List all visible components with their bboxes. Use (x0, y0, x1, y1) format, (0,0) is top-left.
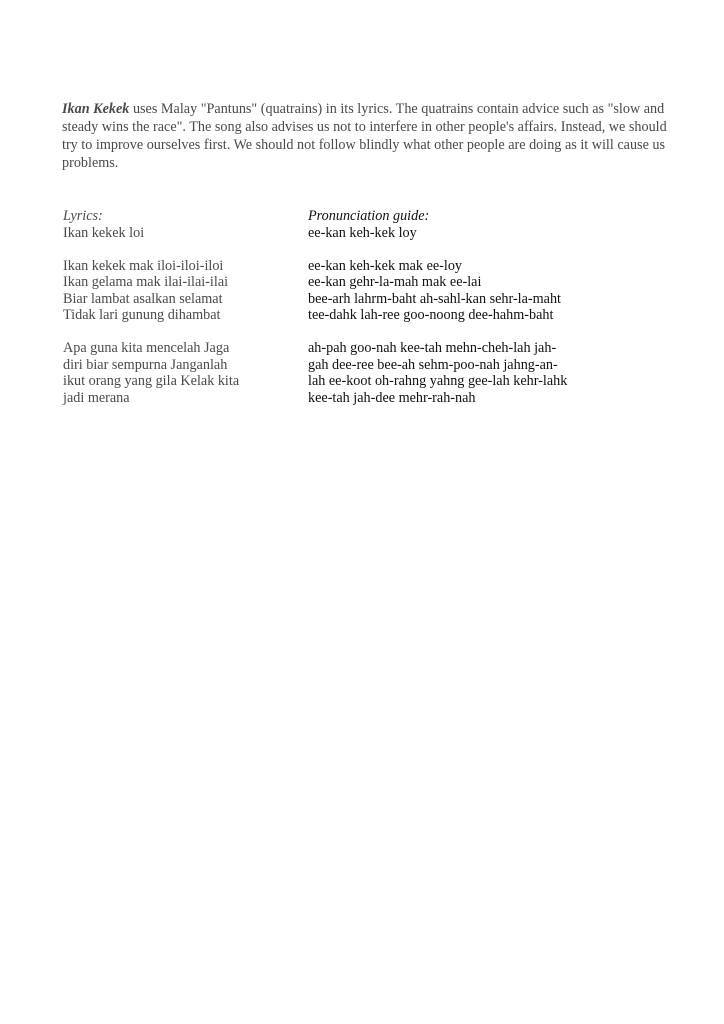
pronunciation-line: bee-arh lahrm-baht ah-sahl-kan sehr-la-maht (308, 290, 561, 307)
pronunciation-line: gah dee-ree bee-ah sehm-poo-nah jahng-an- (308, 356, 558, 373)
lyrics-line: diri biar sempurna Janganlah (63, 356, 228, 373)
stanza-gap (308, 324, 608, 341)
stanza-gap (308, 241, 608, 258)
lyrics-line: Ikan gelama mak ilai-ilai-ilai (63, 274, 229, 290)
pronunciation-column (308, 208, 608, 406)
pronunciation-line: ah-pah goo-nah kee-tah mehn-cheh-lah jah- (308, 340, 557, 356)
stanza-gap (63, 324, 298, 341)
intro-text: uses Malay "Pantuns" (quatrains) in its lyrics. The quatrains contain advice such as "slow and steady wins the race". The song also advises us not to interfere in other people's affairs. Instead, we should try to improve ourselves first. We should not follow blindly what other people are doing as it will cause us problems. (62, 101, 667, 171)
lyrics-heading: Lyrics: (63, 208, 103, 224)
lyrics-line: jadi merana (63, 389, 130, 406)
lyrics-line: Ikan kekek mak iloi-iloi-iloi (63, 257, 224, 274)
song-title: Ikan Kekek (62, 101, 130, 117)
lyrics-line: Ikan kekek loi (63, 224, 145, 241)
pronunciation-heading: Pronunciation guide: (308, 208, 430, 224)
lyrics-line: Tidak lari gunung dihambat (63, 307, 221, 323)
lyrics-line: Biar lambat asalkan selamat (63, 290, 223, 307)
pronunciation-line: tee-dahk lah-ree goo-noong dee-hahm-baht (308, 307, 554, 323)
pronunciation-line: ee-kan keh-kek loy (308, 224, 417, 241)
lyrics-line: Apa guna kita mencelah Jaga (63, 340, 230, 356)
pronunciation-line: lah ee-koot oh-rahng yahng gee-lah kehr-lahk (308, 373, 568, 389)
intro-paragraph (62, 100, 668, 172)
pronunciation-line: ee-kan keh-kek mak ee-loy (308, 257, 463, 274)
stanza-gap (63, 241, 298, 258)
lyrics-column (63, 208, 298, 406)
lyrics-line: ikut orang yang gila Kelak kita (63, 373, 240, 389)
pronunciation-line: kee-tah jah-dee mehr-rah-nah (308, 389, 476, 406)
pronunciation-line: ee-kan gehr-la-mah mak ee-lai (308, 274, 482, 290)
